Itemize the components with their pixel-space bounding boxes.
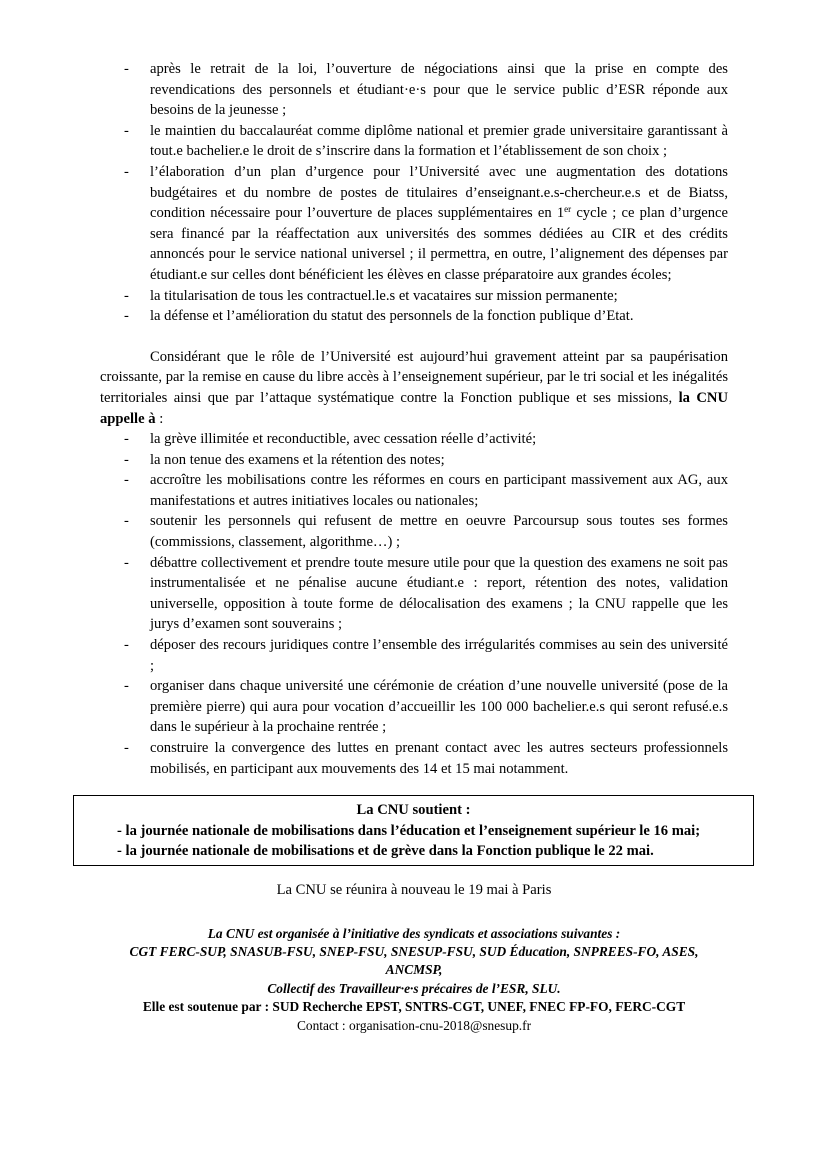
list-item: - la titularisation de tous les contractuel.le.s et vacataires sur mission permanente; <box>124 287 618 304</box>
list-item: - accroître les mobilisations contre les réformes en cours en participant massivement aux AG, aux manifestations et autres initiatives locales ou nationales; <box>124 472 728 509</box>
list-item: - après le retrait de la loi, l’ouverture de négociations ainsi que la prise en compte des revendications des personnels et étudiant·e·s pour que le service public d’ESR réponde aux besoins de la jeunesse ; <box>124 61 728 119</box>
document-page <box>100 59 728 1035</box>
support-box-title: La CNU soutient : <box>356 802 471 819</box>
list-item: - la grève illimitée et reconductible, avec cessation réelle d’activité; <box>124 431 537 448</box>
list-item: - soutenir les personnels qui refusent de mettre en oeuvre Parcoursup sous toutes ses formes (commissions, classement, algorithme…) ; <box>124 513 728 551</box>
demands-list <box>100 59 728 327</box>
meeting-announcement: La CNU se réunira à nouveau le 19 mai à Paris <box>276 881 552 898</box>
footer-supporters: Elle est soutenue par : SUD Recherche EPST, SNTRS-CGT, UNEF, FNEC FP-FO, FERC-CGT <box>142 999 686 1015</box>
support-box-line: - la journée nationale de mobilisations et de grève dans la Fonction publique le 22 mai. <box>117 843 654 860</box>
list-item: - organiser dans chaque université une cérémonie de création d’une nouvelle université (pose de la première pierre) qui aura pour vocation d’accueillir les 100 000 bachelier.e.s qui seront refusé.e.s dans le supérieur à la prochaine rentrée ; <box>124 678 728 736</box>
considering-paragraph: Considérant que le rôle de l’Université est aujourd’hui gravement atteint par sa paupérisation croissante, par la remise en cause du libre accès à l’enseignement supérieur, par le tri social et les inégalités territoriales ainsi que par l’attaque systématique contre la Fonction publique et ses missions, la CNU appelle à : <box>100 348 728 427</box>
support-box <box>73 795 754 866</box>
list-item: - la défense et l’amélioration du statut des personnels de la fonction publique d’Etat. <box>124 308 634 325</box>
footer-organizers-intro: La CNU est organisée à l’initiative des syndicats et associations suivantes : <box>207 925 621 941</box>
list-item: - débattre collectivement et prendre toute mesure utile pour que la question des examens ne soit pas instrumentalisée et ne pénalise aucune étudiant.e : report, rétention des notes, validation universelle, opposition à toute forme de délocalisation des examens ; la CNU rappelle que les jurys d’examen sont souverains ; <box>124 554 728 633</box>
support-box-line: - la journée nationale de mobilisations dans l’éducation et l’enseignement supérieur le 16 mai; <box>117 822 701 839</box>
call-list <box>100 429 728 779</box>
footer <box>100 925 728 1035</box>
footer-contact: Contact : organisation-cnu-2018@snesup.fr <box>296 1017 532 1033</box>
footer-organizers-list: CGT FERC-SUP, SNASUB-FSU, SNEP-FSU, SNESUP-FSU, SUD Éducation, SNPREES-FO, ASES, ANCMSP, <box>129 943 699 978</box>
list-item: - déposer des recours juridiques contre l’ensemble des irrégularités commises au sein des université ; <box>124 637 728 674</box>
list-item: - la non tenue des examens et la rétention des notes; <box>124 451 445 468</box>
list-item: - construire la convergence des luttes en prenant contact avec les autres secteurs professionnels mobilisés, en participant aux mouvements des 14 et 15 mai notamment. <box>124 740 728 777</box>
footer-organizers-list-end: Collectif des Travailleur·e·s précaires de l’ESR, SLU. <box>267 980 561 996</box>
list-item: - le maintien du baccalauréat comme diplôme national et premier grade universitaire garantissant à tout.e bachelier.e le droit de s’inscrire dans la formation et l’établissement de son choix ; <box>124 122 728 160</box>
list-item: - l’élaboration d’un plan d’urgence pour l’Université avec une augmentation des dotations budgétaires et du nombre de postes de titulaires d’enseignant.e.s-chercheur.e.s et de Biatss, condition nécessaire pour l’ouverture de places supplémentaires en 1er cycle ; ce plan d’urgence sera financé par la réaffectation aux universités des sommes dédiées au CIR et des crédits annoncés pour le service national universel ; il permettra, en outre, l’alignement des dépenses par étudiant.e sur celles dont bénéficient les élèves en classe préparatoire aux grandes écoles; <box>124 163 728 283</box>
